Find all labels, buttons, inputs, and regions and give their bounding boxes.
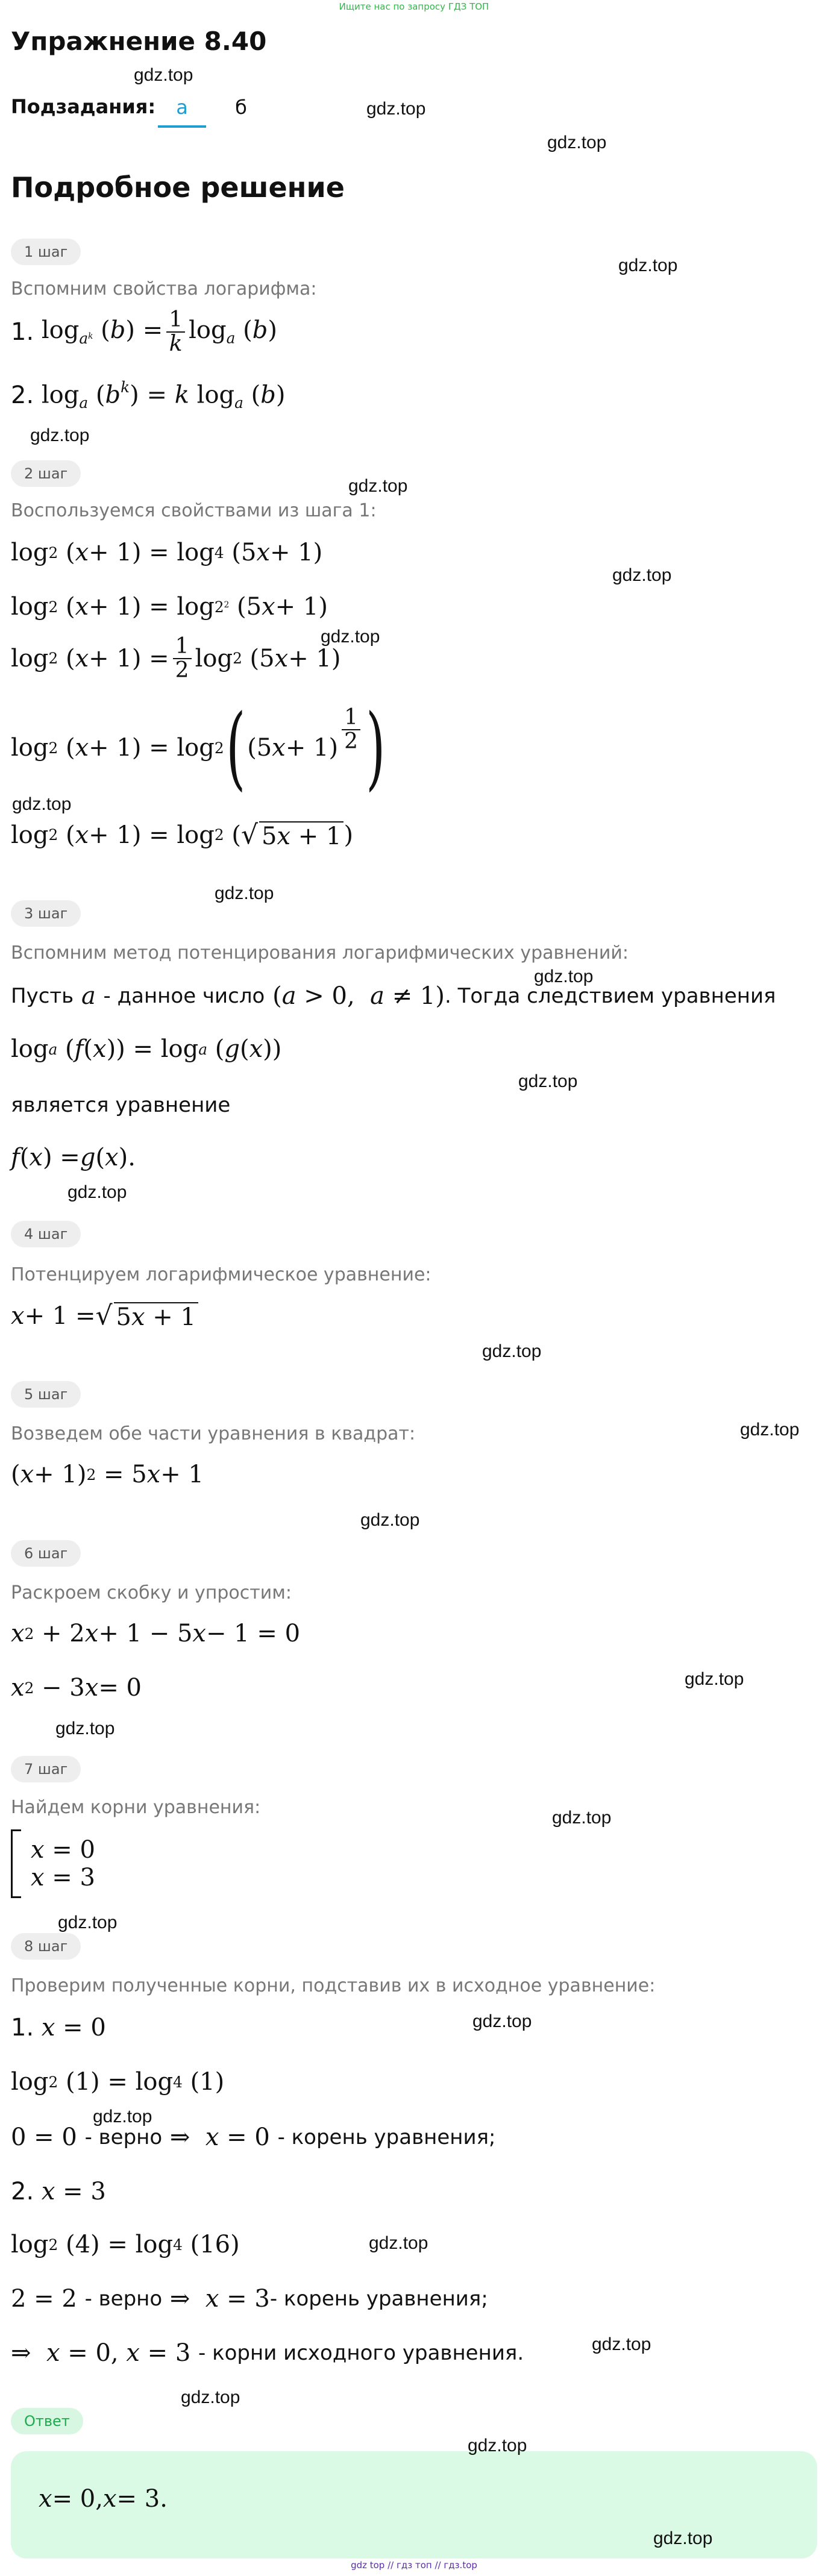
footer-links[interactable]: gdz top // гдз топ // гдз.top: [351, 2560, 477, 2571]
equation-line: x + 1 = √ 5x + 1: [11, 1300, 198, 1331]
step-desc-4: Потенцируем логарифмическое уравнение:: [11, 1264, 431, 1285]
equation-line: x 2 − 3 x = 0: [11, 1674, 142, 1702]
equation-line: log 2 ( x + 1) = log 2 ( (5 x + 1) $\frac{1}{2}$ ): [11, 695, 386, 800]
watermark: gdz.top: [468, 2436, 527, 2455]
watermark: gdz.top: [534, 967, 594, 986]
check-verdict-1: 0 = 0 - верно ⇒ x = 0 - корень уравнения;: [11, 2123, 496, 2151]
page-title: Упражнение 8.40: [11, 27, 267, 56]
watermark: gdz.top: [740, 1420, 800, 1440]
equation-line: log 2 (1) = log 4 (1): [11, 2068, 225, 2096]
formula-prefix: 2.: [11, 381, 34, 409]
answer-value: x = 0, x = 3.: [39, 2485, 168, 2513]
root-text: - корень уравнения;: [269, 2287, 488, 2311]
equation-line: log 2 ( x + 1) = log 2 ( √ 5x + 1 ): [11, 819, 354, 850]
step-desc-7: Найдем корни уравнения:: [11, 1797, 261, 1818]
watermark: gdz.top: [360, 1510, 420, 1530]
equation-line: log 2 ( x + 1) = log $2^2$ (5 x + 1): [11, 593, 328, 621]
potentiation-text: Пусть a - данное число (a > 0, a ≠ 1) . Тогда следствием уравнения: [11, 982, 776, 1010]
check-root-2: 2. x = 3: [11, 2178, 106, 2205]
check-verdict-2: 2 = 2 - верно ⇒ x = 3 - корень уравнения;: [11, 2285, 488, 2313]
step-desc-3: Вспомним метод потенцирования логарифмических уравнений:: [11, 942, 629, 964]
step-badge-5: 5 шаг: [11, 1381, 81, 1408]
watermark: gdz.top: [58, 1913, 118, 1932]
verdict-text: - верно: [84, 2125, 163, 2149]
equation-line: f ( x ) = g ( x ).: [11, 1144, 136, 1171]
verdict-text: - верно: [84, 2287, 163, 2311]
step-desc-1: Вспомним свойства логарифма:: [11, 278, 317, 299]
subtasks-bar: [11, 89, 384, 131]
watermark: gdz.top: [30, 425, 90, 445]
watermark: gdz.top: [55, 1719, 115, 1738]
check-prefix: 1.: [11, 2014, 34, 2042]
step-desc-8: Проверим полученные корни, подставив их в исходное уравнение:: [11, 1975, 656, 1996]
watermark: gdz.top: [518, 1071, 578, 1091]
formula-prefix: 1.: [11, 318, 34, 346]
text-fragment: . Тогда следствием уравнения: [444, 984, 776, 1008]
system-bracket: [11, 1829, 21, 1898]
watermark: gdz.top: [552, 1808, 612, 1828]
tab-subtask-b[interactable]: б: [235, 96, 247, 119]
final-roots: ⇒ x = 0, x = 3 - корни исходного уравнения.: [11, 2339, 524, 2367]
watermark: gdz.top: [547, 133, 607, 152]
equation-line: x 2 + 2 x + 1 − 5 x − 1 = 0: [11, 1620, 301, 1647]
step-badge-8: 8 шаг: [11, 1933, 81, 1960]
watermark: gdz.top: [215, 883, 274, 903]
watermark: gdz.top: [472, 2011, 532, 2031]
watermark: gdz.top: [12, 794, 72, 814]
step-badge-6: 6 шаг: [11, 1540, 81, 1567]
watermark: gdz.top: [67, 1182, 127, 1202]
watermark: gdz.top: [653, 2528, 713, 2548]
watermark: gdz.top: [369, 2233, 428, 2253]
tab-subtask-a[interactable]: а: [158, 92, 206, 128]
step-badge-4: 4 шаг: [11, 1221, 81, 1247]
step-badge-1: 1 шаг: [11, 239, 81, 265]
watermark: gdz.top: [618, 255, 678, 275]
watermark: gdz.top: [592, 2334, 651, 2354]
step-desc-5: Возведем обе части уравнения в квадрат:: [11, 1423, 416, 1444]
watermark: gdz.top: [482, 1341, 542, 1361]
watermark: gdz.top: [685, 1669, 744, 1689]
formula-log-power-arg: 2. $\log_a (b^k) = k$ $\log_a (b)$: [11, 378, 286, 412]
text-fragment: Пусть: [11, 984, 74, 1008]
step-badge-2: 2 шаг: [11, 460, 81, 487]
check-prefix: 2.: [11, 2178, 34, 2205]
equation-line: log 2 ( x + 1) = log 4 (5 x + 1): [11, 539, 323, 566]
watermark: gdz.top: [134, 65, 193, 85]
watermark: gdz.top: [348, 476, 408, 496]
watermark: gdz.top: [321, 627, 380, 647]
final-text: - корни исходного уравнения.: [198, 2341, 524, 2365]
watermark: gdz.top: [612, 565, 672, 585]
equation-line: log 2 (4) = log 4 (16): [11, 2231, 240, 2258]
answer-badge: Ответ: [11, 2408, 83, 2434]
step-badge-7: 7 шаг: [11, 1756, 81, 1782]
step-desc-2: Воспользуемся свойствами из шага 1:: [11, 500, 377, 521]
equation-line: log a ( f ( x )) = log a ( g ( x )): [11, 1035, 282, 1063]
section-title: Подробное решение: [11, 171, 345, 204]
equation-line: ( x + 1) 2 = 5 x + 1: [11, 1461, 204, 1488]
root-text: - корень уравнения;: [277, 2125, 496, 2149]
formula-log-power-base: 1. $\log_{a^k} (b)$ = $\frac{1}{k}$ $\log_a (b)$: [11, 307, 277, 356]
watermark: gdz.top: [93, 2107, 152, 2126]
step-desc-6: Раскроем скобку и упростим:: [11, 1582, 292, 1603]
equation-line: log 2 ( x + 1) = $\frac{1}{2}$ log 2 (5 x + 1): [11, 634, 341, 683]
roots-system: x = 0 x = 3: [11, 1829, 95, 1898]
watermark: gdz.top: [181, 2387, 240, 2407]
top-banner[interactable]: Ищите нас по запросу ГДЗ ТОП: [339, 1, 489, 12]
step-badge-3: 3 шаг: [11, 900, 81, 927]
check-root-1: 1. x = 0: [11, 2014, 106, 2042]
subtasks-label: Подзадания:: [11, 95, 156, 118]
potentiation-text-2: является уравнение: [11, 1093, 231, 1117]
watermark: gdz.top: [366, 99, 426, 119]
text-fragment: - данное число: [103, 984, 265, 1008]
